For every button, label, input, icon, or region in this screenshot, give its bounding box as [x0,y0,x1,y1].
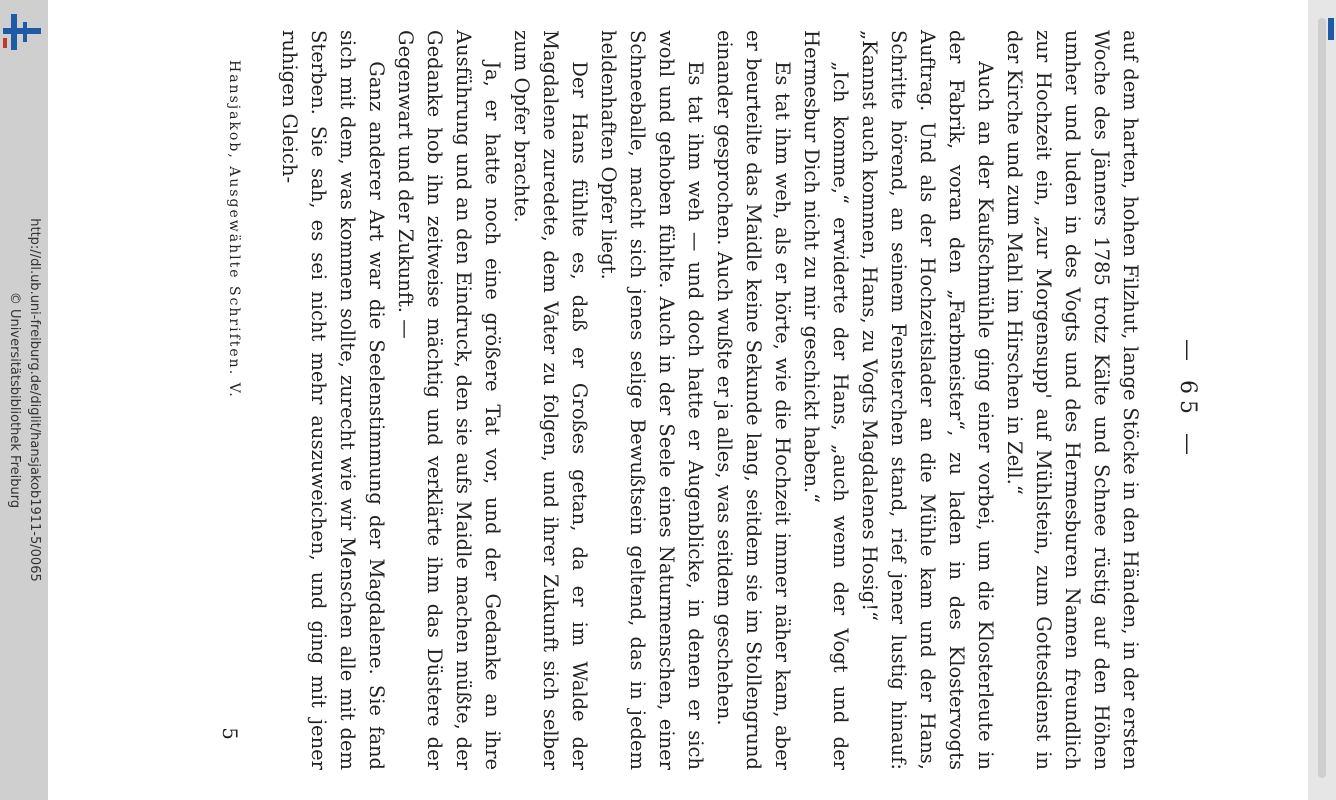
rotated-page-content [200,30,1200,770]
body-text [275,30,1145,770]
paragraph: Der Hans fühlte es, daß er Großes getan, da er im Walde der Magdalene zuredete, dem Vater zu folgen, und ihrer Zukunft sich selber zum Opfer brachte. [510,30,591,770]
paragraph: auf dem harten, hohen Filzhut, lange Stöcke in den Händen, in der ersten Woche des Jänners 1785 trotz Kälte und Schnee rüstig auf den Höhen umher und luden in des Vogts und des Hermesburen Namen freundlich zur Hochzeit ein, „zur Morgensupp' auf Mühlstein, zum Gottesdienst in der Kirche und zum Mahl im Hirschen in Zell.“ [1003,30,1142,770]
scrollbar[interactable] [1318,18,1326,778]
paragraph: Ganz anderer Art war die Seelenstimmung der Magdalene. Sie fand sich mit dem, was kommen sollte, zurecht wie wir Menschen alle mit dem Sterben. Sie sah, es sei nicht mehr auszuweichen, und ging mit jener ruhigen Gleich- [278,30,388,770]
credit-text [4,218,44,582]
paragraph: Es tat ihm weh, als er hörte, wie die Hochzeit immer näher kam, aber er beurteilte das Maidle keine Sekunde lang, seitdem sie im Stollengrund einander gesprochen. Auch wußte er ja alles, was seitdem geschehen. [713,30,794,770]
library-logo-icon [3,14,41,50]
page-number: — 65 — [1175,339,1200,461]
page-footer [212,30,242,770]
credit-copyright: © Universitätsbibliothek Freiburg [7,291,22,509]
paragraph: „Ich komme,“ erwiderte der Hans, „auch wenn der Vogt und der Hermesbur Dich nicht zu mir geschickt haben.“ [800,30,852,770]
paragraph: Auch an der Kaufschmühle ging einer vorbei, um die Klosterleute in der Fabrik, voran den „Farbmeister“, zu laden in des Klostervogts Auftrag. Und als der Hochzeitslader an die Mühle kam und der Hans, Schritte hörend, an seinem Fensterchen stand, rief jener lustig hinauf: „Kannst auch kommen, Hans, zu Vogts Magdalenes Hosig!“ [858,30,997,770]
credit-url: http://dl.ub.uni-freiburg.de/diglit/hansjakob1911-5/0065 [27,218,42,582]
paragraph: Ja, er hatte noch eine größere Tat vor, und der Gedanke an ihre Ausführung und an den Eindruck, den sie aufs Maidle machen müßte, der Gedanke hob ihn zeitweise mächtig und verklärte ihm das Düstere der Gegenwart und der Zukunft. — [394,30,504,770]
page-marker-icon [1328,18,1334,40]
footer-author-title: Hansjakob, Ausgewählte Schriften. V. [226,60,242,399]
footer-signature: 5 [218,727,242,740]
paragraph: Es tat ihm weh — und doch hatte er Augenblicke, in denen er sich wohl und gehoben fühlte. Auch in der Seele eines Naturmenschen, einer Schneeballe, macht sich jenes selige Bewußtsein geltend, das in jedem heldenhaften Opfer liegt. [597,30,707,770]
left-sidebar [0,0,49,800]
